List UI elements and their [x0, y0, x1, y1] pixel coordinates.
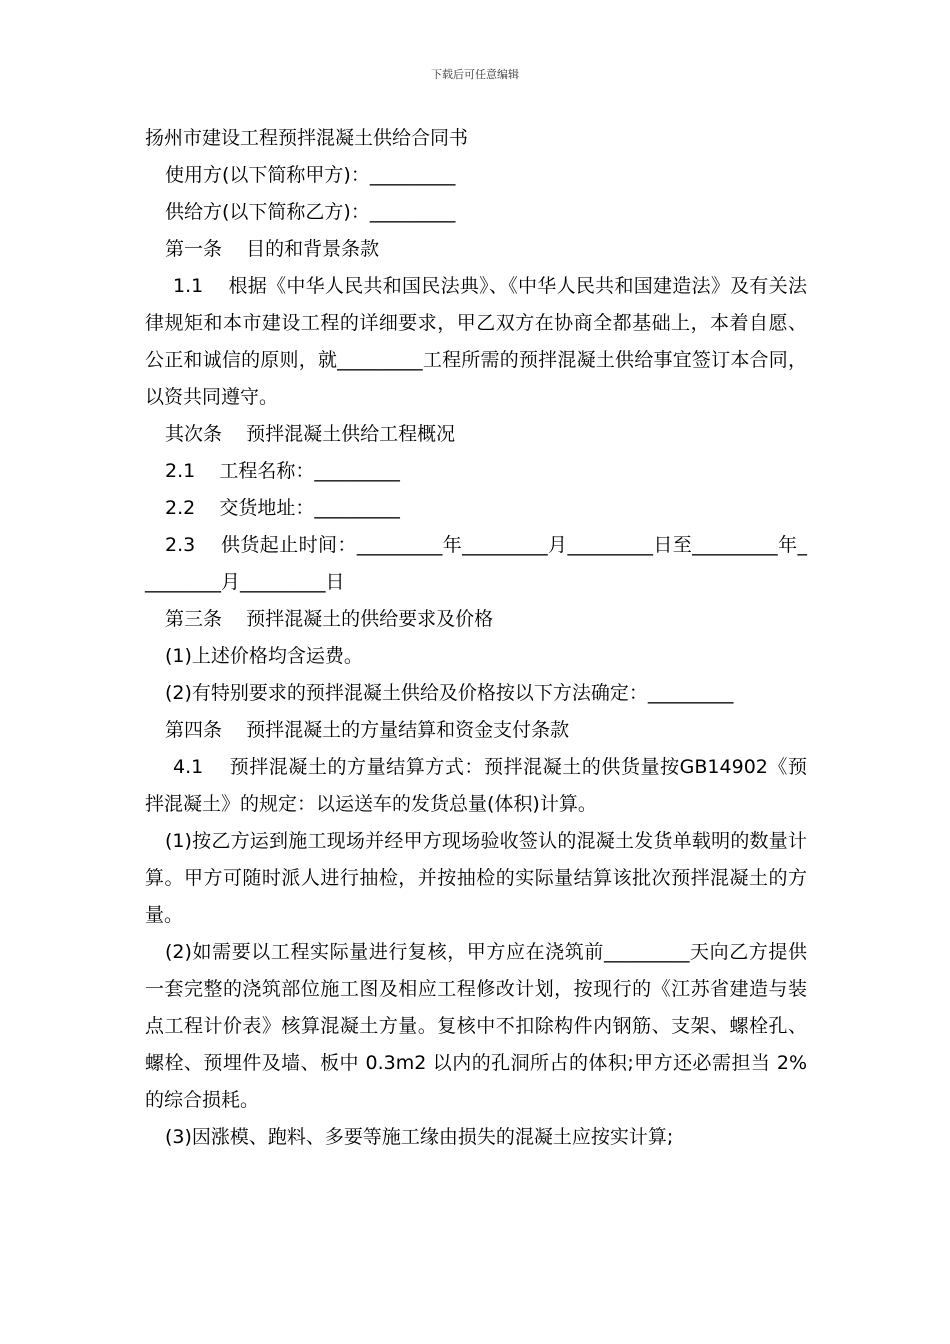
- article-4-1-item-1: (1)按乙方运到施工现场并经甲方现场验收签认的混凝土发货单载明的数量计算。甲方可随时派人进行抽检，并按抽检的实际量结算该批次预拌混凝土的方量。: [145, 830, 807, 926]
- article-1-1: 1.1 根据《中华人民共和国民法典》、《中华人民共和国建造法》及有关法律规矩和本市建设工程的详细要求，甲乙双方在协商全都基础上，本着自愿、公正和诚信的原则，就_________工程所需的预拌混凝土供给事宜签订本合同，以资共同遵守。: [145, 275, 807, 408]
- page-header-note: 下载后可任意编辑: [431, 68, 519, 81]
- article-4-heading: 第四条 预拌混凝土的方量结算和资金支付条款: [165, 719, 570, 741]
- contract-document: [145, 120, 807, 1156]
- article-3-item-1: (1)上述价格均含运费。: [165, 645, 363, 667]
- article-4-1: 4.1 预拌混凝土的方量结算方式：预拌混凝土的供货量按GB14902《预拌混凝土》的规定：以运送车的发货总量(体积)计算。: [145, 756, 807, 815]
- party-a-line: 使用方(以下简称甲方)：_________: [165, 164, 456, 186]
- article-1-heading: 第一条 目的和背景条款: [165, 238, 380, 260]
- article-4-1-item-3: (3)因涨模、跑料、多要等施工缘由损失的混凝土应按实计算;: [165, 1126, 674, 1148]
- article-3-item-2: (2)有特别要求的预拌混凝土供给及价格按以下方法确定：_________: [165, 682, 734, 704]
- document-title: 扬州市建设工程预拌混凝土供给合同书: [145, 127, 469, 149]
- article-2-2: 2.2 交货地址：_________: [165, 497, 400, 519]
- article-3-heading: 第三条 预拌混凝土的供给要求及价格: [165, 608, 494, 630]
- party-b-line: 供给方(以下简称乙方)：_________: [165, 201, 456, 223]
- article-2-heading: 其次条 预拌混凝土供给工程概况: [165, 423, 456, 445]
- article-2-3: 2.3 供货起止时间：_________年_________月_________日至_________年_________月_________日: [145, 534, 807, 593]
- article-4-1-item-2: (2)如需要以工程实际量进行复核，甲方应在浇筑前_________天向乙方提供一套完整的浇筑部位施工图及相应工程修改计划，按现行的《江苏省建造与装点工程计价表》核算混凝土方量。复核中不扣除构件内钢筋、支架、螺栓孔、螺栓、预埋件及墙、板中 0.3m2 以内的孔洞所占的体积;甲方还必需担当 2%的综合损耗。: [145, 941, 807, 1111]
- article-2-1: 2.1 工程名称：_________: [165, 460, 400, 482]
